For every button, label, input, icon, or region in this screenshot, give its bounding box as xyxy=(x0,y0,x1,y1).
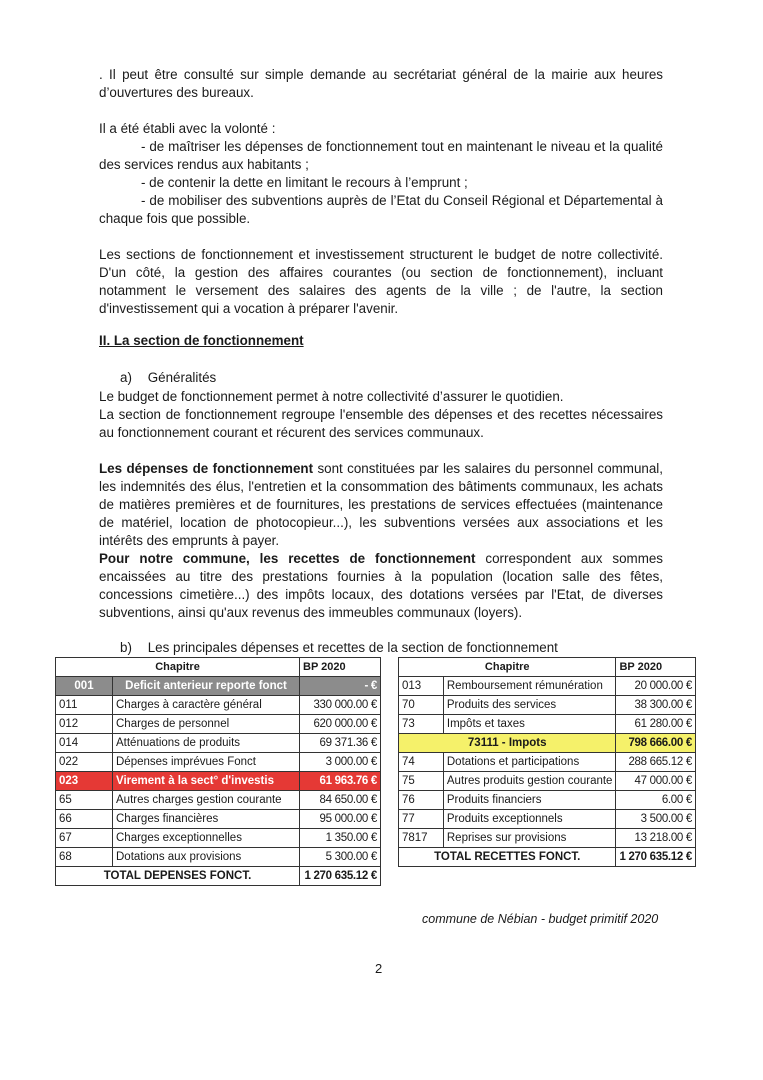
table-row xyxy=(399,677,696,696)
row-code: 74 xyxy=(399,753,444,772)
row-label: Dotations et participations xyxy=(443,753,616,772)
document-footer: commune de Nébian - budget primitif 2020 xyxy=(422,912,659,926)
row-code: 011 xyxy=(56,696,113,715)
generalites-line-2: La section de fonctionnement regroupe l'ensemble des dépenses et des recettes nécessaires au fonctionnement courant et récurent des services communaux. xyxy=(99,407,663,440)
table-row xyxy=(56,848,381,867)
row-label: Charges exceptionnelles xyxy=(113,829,300,848)
row-code: 65 xyxy=(56,791,113,810)
volonte-bullet-3 xyxy=(99,192,663,228)
subsection-b-label: b) xyxy=(120,640,132,655)
table-row xyxy=(399,810,696,829)
page-number: 2 xyxy=(375,961,383,976)
row-amount: - € xyxy=(300,677,381,696)
total-amount: 1 270 635.12 € xyxy=(300,867,381,886)
row-code: 7817 xyxy=(399,829,444,848)
row-amount: 84 650.00 € xyxy=(300,791,381,810)
row-code: 012 xyxy=(56,715,113,734)
row-amount: 20 000.00 € xyxy=(616,677,696,696)
row-label: Impôts et taxes xyxy=(443,715,616,734)
table-header-row xyxy=(399,658,696,677)
row-amount: 798 666.00 € xyxy=(616,734,696,753)
table-row xyxy=(56,791,381,810)
row-code: 67 xyxy=(56,829,113,848)
table-row-highlight-gray xyxy=(56,677,381,696)
table-row xyxy=(399,829,696,848)
header-chapitre: Chapitre xyxy=(399,658,616,677)
row-amount: 288 665.12 € xyxy=(616,753,696,772)
depenses-bold: Les dépenses de fonctionnement xyxy=(99,461,314,476)
row-amount: 61 963.76 € xyxy=(300,772,381,791)
table-row-highlight-yellow xyxy=(399,734,696,753)
table-row xyxy=(56,829,381,848)
header-bp: BP 2020 xyxy=(300,658,381,677)
subsection-a xyxy=(120,370,216,385)
table-row xyxy=(399,772,696,791)
row-label: Remboursement rémunération xyxy=(443,677,616,696)
volonte-intro: Il a été établi avec la volonté : xyxy=(99,121,276,136)
row-label: Produits exceptionnels xyxy=(443,810,616,829)
row-label: Charges financières xyxy=(113,810,300,829)
row-label: Autres charges gestion courante xyxy=(113,791,300,810)
row-amount: 95 000.00 € xyxy=(300,810,381,829)
table-row xyxy=(399,791,696,810)
row-amount: 6.00 € xyxy=(616,791,696,810)
row-label: Autres produits gestion courante xyxy=(443,772,616,791)
row-code: 013 xyxy=(399,677,444,696)
table-row xyxy=(399,715,696,734)
header-chapitre: Chapitre xyxy=(56,658,300,677)
table-row-highlight-red xyxy=(56,772,381,791)
row-amount: 5 300.00 € xyxy=(300,848,381,867)
depenses-table xyxy=(55,657,381,886)
recettes-paragraph xyxy=(99,550,663,622)
total-label: TOTAL RECETTES FONCT. xyxy=(399,848,616,867)
total-amount: 1 270 635.12 € xyxy=(616,848,696,867)
row-code: 014 xyxy=(56,734,113,753)
header-bp: BP 2020 xyxy=(616,658,696,677)
section-heading: II. La section de fonctionnement xyxy=(99,333,304,348)
row-label: Virement à la sect° d'investis xyxy=(113,772,300,791)
row-label: Deficit anterieur reporte fonct xyxy=(113,677,300,696)
row-amount: 620 000.00 € xyxy=(300,715,381,734)
row-amount: 3 000.00 € xyxy=(300,753,381,772)
row-amount: 69 371.36 € xyxy=(300,734,381,753)
depenses-text: sont constituées par les salaires du personnel communal, les indemnités des élus, l'entretien et la consommation des bâtiments communaux, les achats de matières premières et de fournitures, les prestations de services effectuées (maintenance de matériel, location de photocopieur...), les subventions versées aux associations et les intérêts des emprunts à payer. xyxy=(99,461,663,548)
table-row xyxy=(56,734,381,753)
row-label: Charges de personnel xyxy=(113,715,300,734)
table-total-row xyxy=(56,867,381,886)
row-amount: 61 280.00 € xyxy=(616,715,696,734)
volonte-bullet-1-text: - de maîtriser les dépenses de fonctionnement tout en maintenant le niveau et la qualité des services rendus aux habitants ; xyxy=(99,139,663,172)
generalites-line-1: Le budget de fonctionnement permet à notre collectivité d’assurer le quotidien. xyxy=(99,389,564,404)
row-label: Dépenses imprévues Fonct xyxy=(113,753,300,772)
table-row xyxy=(56,753,381,772)
recettes-table xyxy=(398,657,696,867)
subsection-b-title: Les principales dépenses et recettes de la section de fonctionnement xyxy=(147,640,558,655)
sections-paragraph: Les sections de fonctionnement et investissement structurent le budget de notre collectivité. D'un côté, la gestion des affaires courantes (ou section de fonctionnement), incluant notamment le versement des salaires des agents de la ville ; de l'autre, la section d'investissement qui a vocation à préparer l'avenir. xyxy=(99,247,663,316)
row-amount: 38 300.00 € xyxy=(616,696,696,715)
volonte-bullet-2 xyxy=(99,174,663,192)
row-label: Reprises sur provisions xyxy=(443,829,616,848)
subsection-a-title: Généralités xyxy=(147,370,217,385)
row-code: 77 xyxy=(399,810,444,829)
intro-paragraph: . Il peut être consulté sur simple demande au secrétariat général de la mairie aux heures d’ouvertures des bureaux. xyxy=(99,67,663,100)
volonte-bullet-2-text: - de contenir la dette en limitant le recours à l’emprunt ; xyxy=(141,175,468,190)
subsection-b xyxy=(120,640,558,655)
row-label: Atténuations de produits xyxy=(113,734,300,753)
subsection-a-label: a) xyxy=(120,370,132,385)
depenses-paragraph xyxy=(99,460,663,550)
table-total-row xyxy=(399,848,696,867)
row-amount: 47 000.00 € xyxy=(616,772,696,791)
row-amount: 330 000.00 € xyxy=(300,696,381,715)
table-row xyxy=(399,696,696,715)
row-code: 73 xyxy=(399,715,444,734)
row-amount: 1 350.00 € xyxy=(300,829,381,848)
row-code: 70 xyxy=(399,696,444,715)
row-label: Dotations aux provisions xyxy=(113,848,300,867)
row-code: 022 xyxy=(56,753,113,772)
row-amount: 13 218.00 € xyxy=(616,829,696,848)
table-row xyxy=(399,753,696,772)
table-row xyxy=(56,715,381,734)
row-code: 68 xyxy=(56,848,113,867)
row-code: 66 xyxy=(56,810,113,829)
row-label: Produits financiers xyxy=(443,791,616,810)
total-label: TOTAL DEPENSES FONCT. xyxy=(56,867,300,886)
row-code: 76 xyxy=(399,791,444,810)
table-header-row xyxy=(56,658,381,677)
table-row xyxy=(56,810,381,829)
row-code: 001 xyxy=(56,677,113,696)
row-label: Charges à caractère général xyxy=(113,696,300,715)
row-label: 73111 - Impots xyxy=(399,734,616,753)
row-code: 75 xyxy=(399,772,444,791)
row-label: Produits des services xyxy=(443,696,616,715)
recettes-text: correspondent aux sommes encaissées au titre des prestations fournies à la population (location salle des fêtes, concessions cimetière...) des impôts locaux, des dotations versées par l'Etat, de diverses subventions, ainsi qu'aux revenus des immeubles communaux (loyers). xyxy=(99,551,663,620)
recettes-bold: Pour notre commune, les recettes de fonctionnement xyxy=(99,551,476,566)
row-code: 023 xyxy=(56,772,113,791)
table-row xyxy=(56,696,381,715)
volonte-bullet-1 xyxy=(99,138,663,174)
row-amount: 3 500.00 € xyxy=(616,810,696,829)
volonte-bullet-3-text: - de mobiliser des subventions auprès de l’Etat du Conseil Régional et Départemental à chaque fois que possible. xyxy=(99,193,663,226)
